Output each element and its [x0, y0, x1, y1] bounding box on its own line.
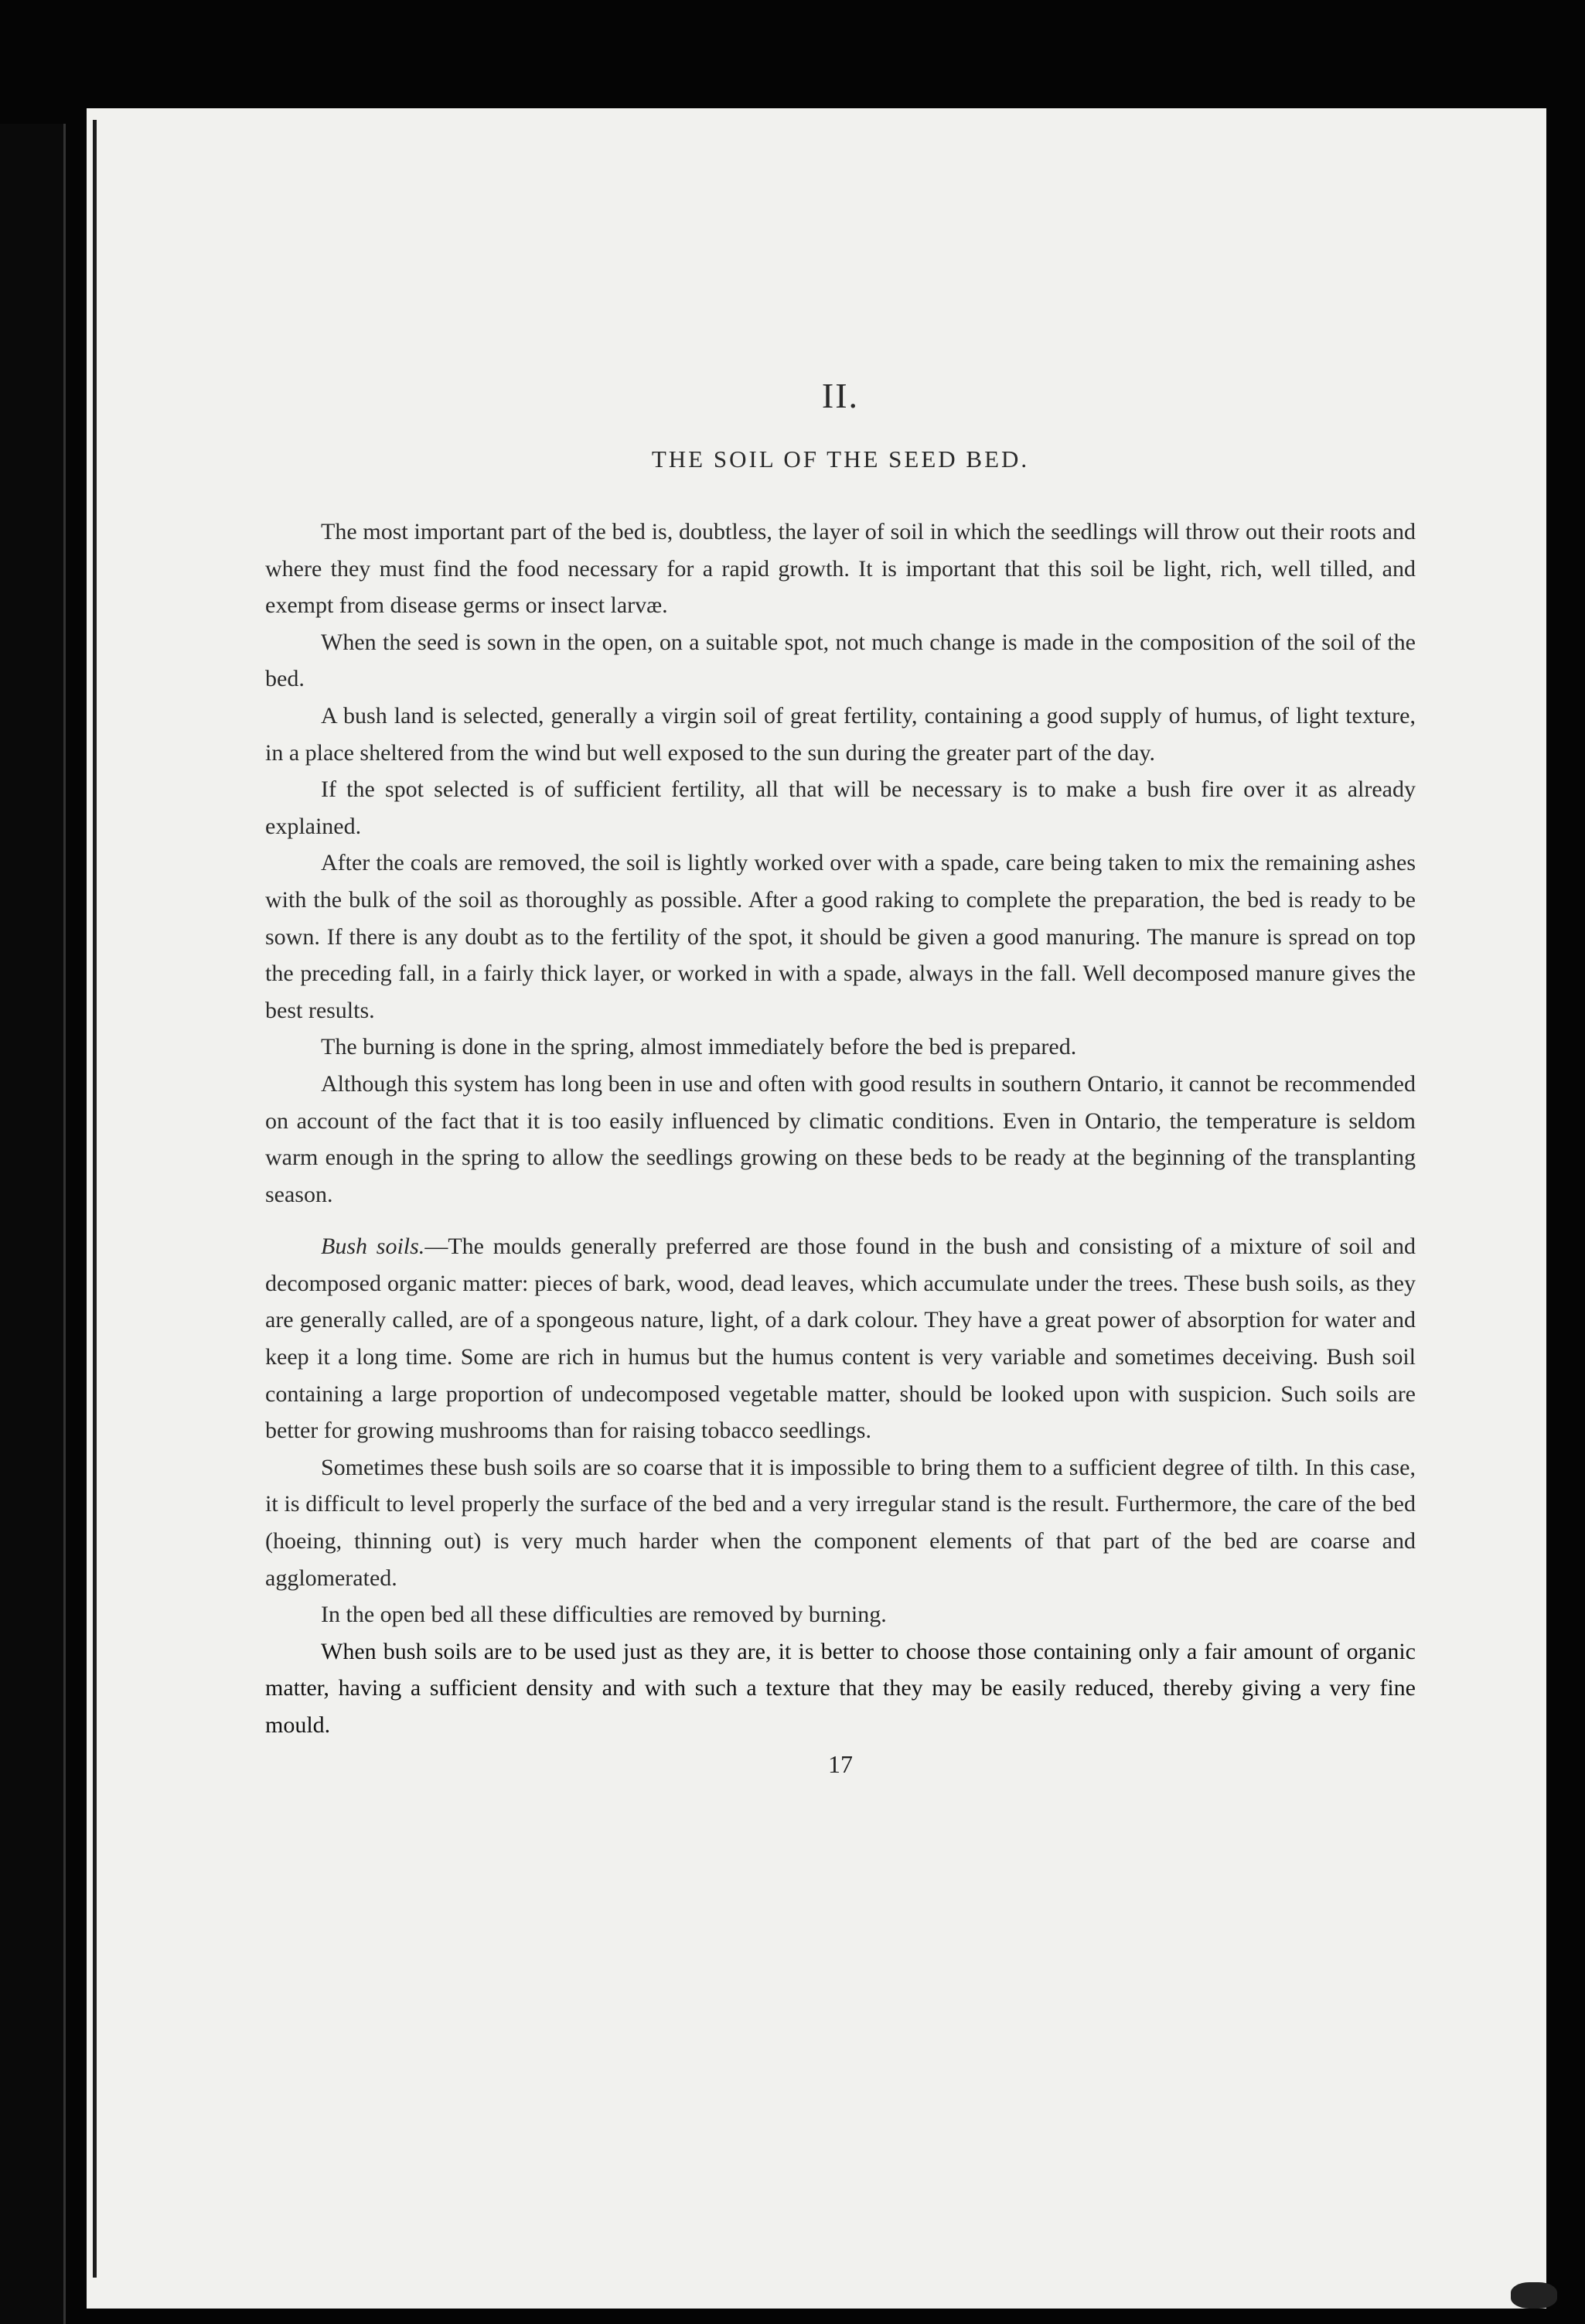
- paragraph: The most important part of the bed is, doubtless, the layer of soil in which the seedlings will throw out their roots and where they must find the food necessary for a rapid growth. It is important that this soil be light, rich, well tilled, and exempt from disease germs or insect larvæ.: [265, 519, 1416, 619]
- page-number: 17: [828, 1749, 853, 1778]
- bush-soils-paragraph: [265, 1228, 1416, 1449]
- chapter-number: II.: [821, 376, 860, 415]
- paragraph: When the seed is sown in the open, on a suitable spot, not much change is made in the composition of the soil of the bed.: [265, 629, 1416, 692]
- paragraph: A bush land is selected, generally a virgin soil of great fertility, containing a good supply of humus, of light texture, in a place sheltered from the wind but well exposed to the sun during the greater part of the day.: [265, 702, 1416, 766]
- paragraph: The burning is done in the spring, almost immediately before the bed is prepared.: [321, 1034, 1077, 1060]
- paragraph: When bush soils are to be used just as they are, it is better to choose those containing only a fair amount of organic matter, having a sufficient density and with such a texture that they may be easily reduced, thereby giving a very fine mould.: [265, 1638, 1416, 1738]
- paragraph: If the spot selected is of sufficient fertility, all that will be necessary is to make a bush fire over it as already explained.: [265, 776, 1416, 839]
- bush-soils-text: —The moulds generally preferred are those found in the bush and consisting of a mixture of soil and decomposed organic matter: pieces of bark, wood, dead leaves, which accumulate under the trees. These bush soils, as they are generally called, are of a spongeous nature, light, of a dark colour. They have a great power of absorption for water and keep it a long time. Some are rich in humus but the humus content is very variable and sometimes deceiving. Bush soil containing a large proportion of undecomposed vegetable matter, should be looked upon with suspicion. Such soils are better for growing mushrooms than for raising tobacco seedlings.: [265, 1234, 1416, 1444]
- paragraph: In the open bed all these difficulties are removed by burning.: [321, 1602, 887, 1628]
- paragraph: Sometimes these bush soils are so coarse that it is impossible to bring them to a sufficient degree of tilth. In this case, it is difficult to level properly the surface of the bed and a very irregular stand is the result. Furthermore, the care of the bed (hoeing, thinning out) is very much harder when the component elements of that part of the bed are coarse and agglomerated.: [265, 1454, 1416, 1591]
- chapter-title: THE SOIL OF THE SEED BED.: [651, 445, 1030, 473]
- bush-soils-heading: Bush soils.: [321, 1234, 425, 1260]
- scan-corner-mark: [1511, 2282, 1557, 2309]
- page-content: [265, 375, 1416, 1779]
- paragraph: After the coals are removed, the soil is lightly worked over with a spade, care being taken to mix the remaining ashes with the bulk of the soil as thoroughly as possible. After a good raking to complete the preparation, the bed is ready to be sown. If there is any doubt as to the fertility of the spot, it should be given a good manuring. The manure is spread on top the preceding fall, in a fairly thick layer, or worked in with a spade, always in the fall. Well decomposed manure gives the best results.: [265, 850, 1416, 1023]
- paragraph: Although this system has long been in use and often with good results in southern Ontario, it cannot be recommended on account of the fact that it is too easily influenced by climatic conditions. Even in Ontario, the temperature is seldom warm enough in the spring to allow the seedlings growing on these beds to be ready at the beginning of the transplanting season.: [265, 1070, 1416, 1207]
- scan-left-margin: [0, 124, 66, 2324]
- page-edge-rule: [93, 120, 97, 2278]
